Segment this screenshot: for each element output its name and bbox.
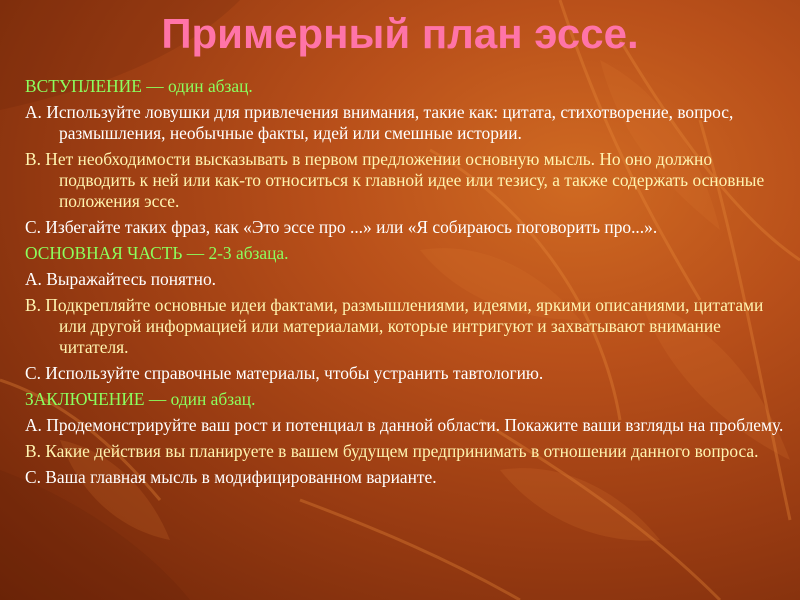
section-heading-main-body: ОСНОВНАЯ ЧАСТЬ — 2-3 абзаца. xyxy=(25,243,289,263)
intro-item-b: B. Нет необходимости высказывать в первом предложении основную мысль. Но оно должно подводить к ней или как-то относиться к главной идее или тезису, а также содержать основные положения эссе. xyxy=(25,149,765,211)
slide-title: Примерный план эссе. xyxy=(161,10,639,57)
section-heading-introduction: ВСТУПЛЕНИЕ — один абзац. xyxy=(25,76,253,96)
essay-plan-text xyxy=(25,76,785,493)
conclusion-item-c: C. Ваша главная мысль в модифицированном варианте. xyxy=(25,467,437,487)
body-item-a: A. Выражайтесь понятно. xyxy=(25,269,216,289)
conclusion-item-b: B. Какие действия вы планируете в вашем будущем предпринимать в отношении данного вопроса. xyxy=(25,441,759,461)
conclusion-item-a: A. Продемонстрируйте ваш рост и потенциал в данной области. Покажите ваши взгляды на проблему. xyxy=(25,415,784,435)
body-item-c: C. Используйте справочные материалы, чтобы устранить тавтологию. xyxy=(25,363,544,383)
intro-item-a: A. Используйте ловушки для привлечения внимания, такие как: цитата, стихотворение, вопрос, размышления, необычные факты, идей или смешные истории. xyxy=(25,102,734,143)
section-heading-conclusion: ЗАКЛЮЧЕНИЕ — один абзац. xyxy=(25,389,256,409)
intro-item-c: C. Избегайте таких фраз, как «Это эссе про ...» или «Я собираюсь поговорить про...». xyxy=(25,217,658,237)
body-item-b: B. Подкрепляйте основные идеи фактами, размышлениями, идеями, яркими описаниями, цитатами или другой информацией или материалами, которые интригуют и захватывают внимание читателя. xyxy=(25,295,764,357)
